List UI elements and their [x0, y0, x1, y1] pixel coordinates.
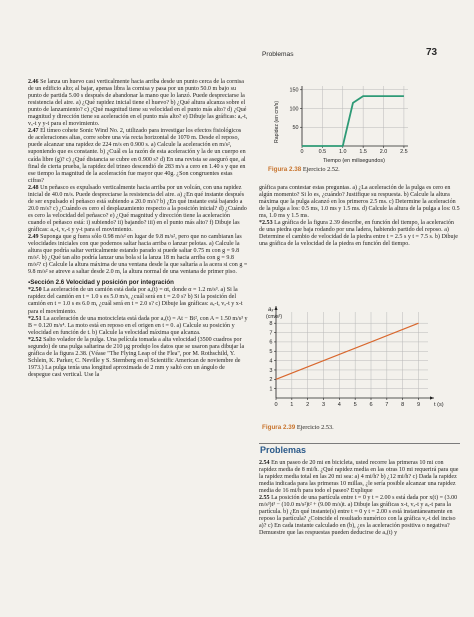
- chart-grid: [276, 312, 428, 398]
- figure-2-39-caption: Figura 2.39 Ejercicio 2.53.: [262, 424, 334, 431]
- problem-2-55: 2.55 La posición de una partícula entre t = 0 y t = 2.00 s está dada por x(t) = (3.00 m/s³)t³ − (10.0 m/s²)t² + (9.00 m/s)t. a) Dibuje las gráficas x-t, vₓ-t y aₓ-t para la partícula. b) ¿En qué instante(s) entre t = 0 y t = 2.00 s está instantáneamente en reposo la partícula? ¿Coincide el resultado numérico con la gráfica vₓ-t del inciso a)? c) En cada instante calculado en (b), ¿es la aceleración positiva o negativa? Demuestre que las respuestas pueden deducirse de aₓ(t) y: [259, 495, 458, 537]
- chart-y-axis-label: Rapidez (en cm/s): [274, 100, 280, 144]
- exercise-2-51: *2.51 La aceleración de una motocicleta está dada por aₓ(t) = At − Bt², con A = 1.50 m/s³ y B = 0.120 m/s⁴. La moto está en reposo en el origen en t = 0. a) Calcule su posición y velocidad en función de t. b) Calcule la velocidad máxima que alcanza.: [28, 315, 248, 336]
- chart-x-axis-label: Tiempo (en milisegundos): [323, 158, 385, 164]
- y-tick-label: 2: [269, 377, 273, 384]
- chart-y-axis-unit: (cm/s²): [266, 314, 283, 320]
- exercise-2-52: *2.52 Salto volador de la pulga. Una película tomada a alta velocidad (3500 cuadros por segundo) de una pulga saltarina de 210 μg produjo los datos que se usaron para dibujar la gráfica de la figura 2.38. (Véase "The Flying Leap of the Flea", por M. Rothschild, Y. Schlein, K. Parker, C. Neville y S. Sternberg en el Scientific American de noviembre de 1973.) La pulga tenía una longitud aproximada de 2 mm y saltó con un ángulo de despegue casi vertical. Use la: [28, 336, 245, 378]
- x-tick-label: 0: [274, 402, 278, 408]
- x-tick-label: 7: [385, 402, 389, 408]
- problems-heading: Problemas: [259, 443, 460, 457]
- problems-column: [259, 460, 460, 538]
- y-tick-label: 1: [269, 386, 273, 393]
- x-tick-label: 1.5: [359, 149, 367, 155]
- exercise-2-48: 2.48 Un peñasco es expulsado verticalmente hacia arriba por un volcán, con una rapidez inicial de 40.0 m/s. Puede despreciarse la resistencia del aire. a) ¿En qué instante después de ser expulsado el peñasco está subiendo a 20.0 m/s? b) ¿En qué instante está bajando a 20.0 m/s? c) ¿Cuándo es cero el desplazamiento respecto a la posición inicial? d) ¿Cuándo es cero la velocidad del peñasco? e) ¿Qué magnitud y dirección tiene la aceleración cuando el peñasco está: i) subiendo? ii) bajando? iii) en el punto más alto? f) Dibuje las gráficas: aₓ-t, vₓ-t y y-t para el movimiento.: [28, 184, 247, 233]
- y-tick-label: 4: [269, 358, 273, 365]
- y-tick-label: 5: [269, 349, 273, 356]
- problem-2-54: 2.54 En un paseo de 20 mi en bicicleta, usted recorre las primeras 10 mi con rapidez media de 8 mi/h. ¿Qué rapidez media en las otras 10 mi requerirá para que la rapidez media total en las 20 mi sea: a) 4 mi/h? b) ¿12 mi/h? c) Dada la rapidez media indicada para las primeras 10 millas, ¿le sería posible alcanzar una rapidez media de 16 mi/h para todo el paseo? Explique: [259, 460, 459, 495]
- chart-y-axis-label: aₓ: [268, 307, 274, 313]
- exercise-2-53: *2.53 La gráfica de la figura 2.39 describe, en función del tiempo, la aceleración de una piedra que baja rodando por una ladera, habiendo partido del reposo. a) Determine el cambio de velocidad de la piedra entre t = 2.5 s y t = 7.5 s. b) Dibuje una gráfica de la velocidad de la piedra en función del tiempo.: [259, 220, 458, 248]
- y-tick-label: 8: [269, 321, 273, 328]
- x-tick-label: 1.0: [339, 149, 347, 155]
- data-line: [302, 96, 404, 146]
- y-axis-arrow: [274, 306, 277, 310]
- y-tick-label: 6: [269, 339, 273, 346]
- page-number: 73: [426, 47, 438, 58]
- x-tick-label: 2.5: [400, 149, 408, 155]
- left-column: [28, 79, 248, 379]
- running-header: Problemas: [262, 51, 294, 58]
- section-heading: ▪Sección 2.6 Velocidad y posición por integración: [28, 279, 174, 287]
- exercise-2-50: *2.50 La aceleración de un camión está dada por aₓ(t) = αt, donde α = 1.2 m/s³. a) Si la rapidez del camión en t = 1.0 s es 5.0 m/s, ¿cuál será en t = 2.0 s? b) Si la posición del camión en t = 1.0 s es 6.0 m, ¿cuál será en t = 2.0 s? c) Dibuje las gráficas: aₓ-t, vₓ-t y x-t para el movimiento.: [28, 287, 243, 315]
- y-tick-label: 7: [269, 330, 273, 337]
- x-tick-label: 6: [369, 402, 373, 408]
- y-tick-label: 3: [269, 367, 273, 374]
- x-axis-arrow: [430, 396, 434, 399]
- x-tick-label: 9: [416, 402, 421, 408]
- y-tick-label: 100: [289, 106, 299, 113]
- y-tick-label: 150: [289, 87, 299, 94]
- exercise-2-49: 2.49 Suponga que g fuera sólo 0.98 m/s² en lugar de 9.8 m/s², pero que no cambiaran las velocidades iniciales con que podemos saltar hacia arriba o lanzar pelotas. a) Calcule la altura que podría saltar verticalmente estando parado si puede saltar 0.75 m con g = 9.8 m/s². b) ¿Qué tan alto podría lanzar una bola si la lanza 18 m hacia arriba con g = 9.8 m/s²? c) Calcule la altura máxima de una ventana desde la que saltaría a la acera si con g = 9.8 m/s² se atreve a saltar desde 2.0 m, la altura normal de una ventana de primer piso.: [28, 234, 248, 276]
- exercise-2-46: 2.46 Se lanza un huevo casi verticalmente hacia arriba desde un punto cerca de la cornisa de un edificio alto; al bajar, apenas libra la cornisa y pasa por un punto 50.0 m bajo su punto de partida 5.00 s después de abandonar la mano que lo lanzó. Puede despreciarse la resistencia del aire. a) ¿Qué rapidez inicial tiene el huevo? b) ¿Qué altura alcanza sobre el punto de lanzamiento? c) ¿Qué magnitud tiene su velocidad en el punto más alto? d) ¿Qué magnitud y dirección tiene su aceleración en el punto más alto? e) Dibuje las gráficas: aₓ-t, vₓ-t y y-t para el movimiento.: [28, 79, 248, 128]
- x-tick-label: 0.5: [318, 149, 327, 155]
- x-tick-label: 3: [321, 402, 326, 408]
- x-tick-label: 2.0: [379, 149, 388, 155]
- chart-series: [302, 96, 404, 146]
- exercise-2-52-continued: gráfica para contestar estas preguntas. a) ¿La aceleración de la pulga es cero en algún momento? Si lo es, ¿cuándo? Justifique su respuesta. b) Calcule la altura máxima que la pulga alcanzó en los primeros 2.5 ms. c) Determine la aceleración de la pulga a los: 0.5 ms, 1.0 ms y 1.5 ms. d) Calcule la altura de la pulga a los: 0.5 ms, 1.0 ms y 1.5 ms.: [259, 185, 460, 220]
- chart-x-axis-label: t (s): [434, 402, 444, 408]
- x-tick-label: 8: [401, 402, 405, 408]
- x-tick-label: 0: [300, 149, 304, 155]
- x-tick-label: 5: [353, 402, 357, 408]
- x-tick-label: 1: [290, 402, 294, 408]
- chart-grid: [302, 86, 408, 146]
- chart-axes: [274, 306, 434, 400]
- figure-2-39-chart: [262, 302, 452, 420]
- exercise-2-47: 2.47 El tímeo cohete Sonic Wind No. 2, utilizado para investigar los efectos fisiológicos de aceleraciones altas, corre sobre una vía recta horizontal de 1070 m. Desde el reposo, puede alcanzar una rapidez de 224 m/s en 0.900 s. a) Calcule la aceleración en m/s², suponiendo que es constante. b) ¿Cuál es la razón de esta aceleración y la de un cuerpo en caída libre (g)? c) ¿Qué distancia se cubre en 0.900 s? d) En una revista se aseguró que, al final de cierta prueba, la rapidez del trineo descendió de 283 m/s a cero en 1.40 s y que en ese tiempo la magnitud de la aceleración fue mayor que 40g. ¿Son congruentes estas cifras?: [28, 128, 246, 184]
- x-tick-label: 4: [337, 402, 341, 408]
- figure-2-38-caption: Figura 2.38 Ejercicio 2.52.: [268, 166, 340, 173]
- right-column: [259, 185, 460, 248]
- figure-2-38-chart: [268, 82, 418, 164]
- y-tick-label: 50: [292, 125, 299, 132]
- x-tick-label: 2: [306, 402, 310, 408]
